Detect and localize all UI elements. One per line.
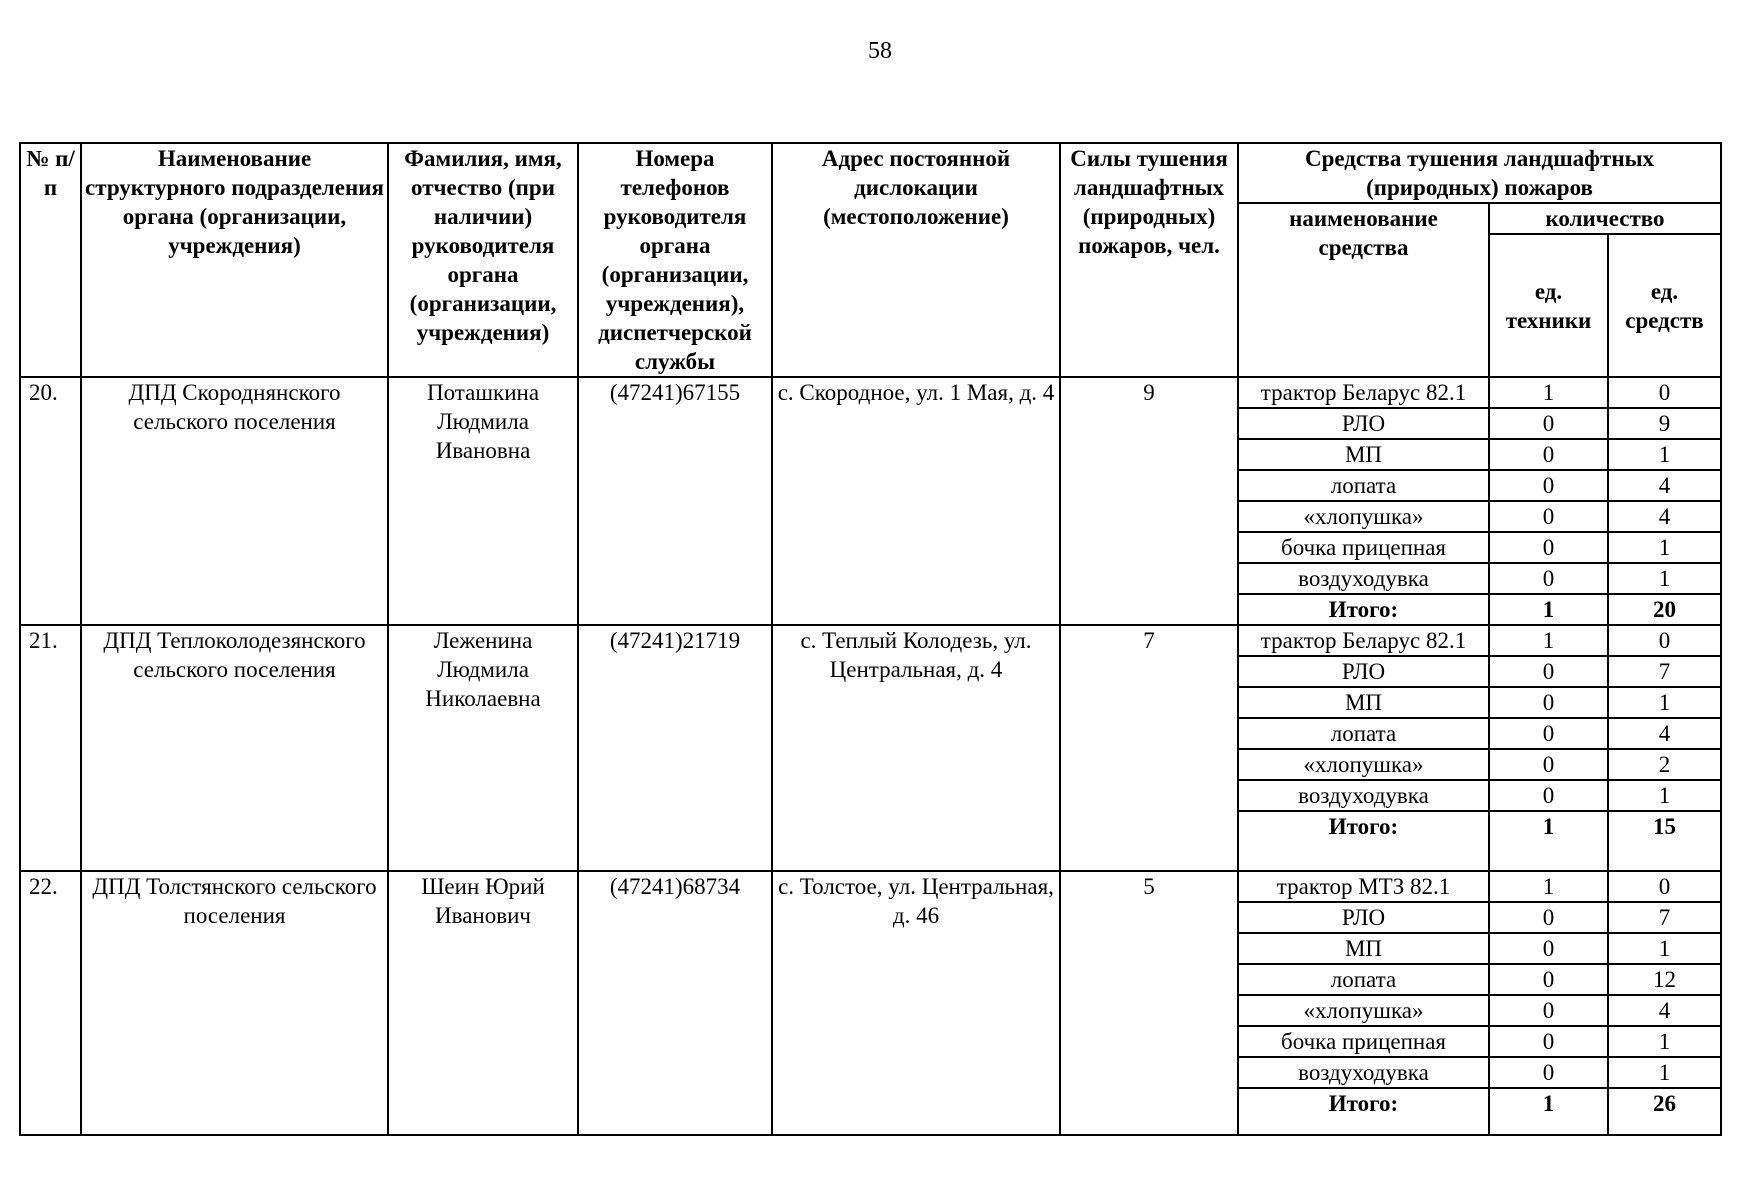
item-means: 7: [1608, 902, 1721, 933]
item-name: РЛО: [1238, 656, 1489, 687]
item-name: трактор Беларус 82.1: [1238, 625, 1489, 656]
item-name: РЛО: [1238, 408, 1489, 439]
item-means: 1: [1608, 1026, 1721, 1057]
record-address: с. Скородное, ул. 1 Мая, д. 4: [772, 377, 1060, 625]
item-name: лопата: [1238, 718, 1489, 749]
item-name: трактор Беларус 82.1: [1238, 377, 1489, 408]
header-unit: Наименование структурного подразделения органа (организации, учреждения): [81, 143, 388, 377]
record-unit: ДПД Теплоколодезянского сельского поселения: [81, 625, 388, 871]
item-vehicles: 0: [1489, 470, 1608, 501]
item-means: 7: [1608, 656, 1721, 687]
record-unit: ДПД Толстянского сельского поселения: [81, 871, 388, 1135]
record-head: Поташкина Людмила Ивановна: [388, 377, 578, 625]
record-address: с. Теплый Колодезь, ул. Центральная, д. 4: [772, 625, 1060, 871]
item-means: 1: [1608, 563, 1721, 594]
item-vehicles: 0: [1489, 749, 1608, 780]
item-means: 4: [1608, 470, 1721, 501]
item-name: «хлопушка»: [1238, 501, 1489, 532]
header-head-name: Фамилия, имя, отчество (при наличии) руководителя органа (организации, учреждения): [388, 143, 578, 377]
item-name: РЛО: [1238, 902, 1489, 933]
total-vehicles: 1: [1489, 594, 1608, 625]
header-means-name: наименование средства: [1238, 203, 1489, 377]
item-name: трактор МТЗ 82.1: [1238, 871, 1489, 902]
record-forces: 7: [1060, 625, 1238, 871]
total-means: 15: [1608, 811, 1721, 871]
header-means: Средства тушения ландшафтных (природных) пожаров: [1238, 143, 1721, 203]
record-phone: (47241)67155: [578, 377, 772, 625]
item-vehicles: 1: [1489, 871, 1608, 902]
record-forces: 5: [1060, 871, 1238, 1135]
item-vehicles: 0: [1489, 933, 1608, 964]
item-name: «хлопушка»: [1238, 749, 1489, 780]
item-vehicles: 0: [1489, 902, 1608, 933]
record-phone: (47241)68734: [578, 871, 772, 1135]
total-vehicles: 1: [1489, 811, 1608, 871]
table-row: [20, 871, 1721, 902]
header-phones: Номера телефонов руководителя органа (организации, учреждения), диспетчерской службы: [578, 143, 772, 377]
total-label: Итого:: [1238, 594, 1489, 625]
total-label: Итого:: [1238, 1088, 1489, 1135]
item-vehicles: 0: [1489, 563, 1608, 594]
header-num: № п/п: [20, 143, 81, 377]
total-vehicles: 1: [1489, 1088, 1608, 1135]
record-head: Леженина Людмила Николаевна: [388, 625, 578, 871]
fire-resources-table: [19, 142, 1722, 1136]
page-number: 58: [868, 38, 892, 64]
item-means: 1: [1608, 439, 1721, 470]
item-means: 4: [1608, 501, 1721, 532]
item-vehicles: 0: [1489, 995, 1608, 1026]
item-means: 2: [1608, 749, 1721, 780]
item-vehicles: 0: [1489, 408, 1608, 439]
item-means: 9: [1608, 408, 1721, 439]
item-name: МП: [1238, 439, 1489, 470]
table-body: [20, 377, 1721, 1135]
item-name: воздуходувка: [1238, 1057, 1489, 1088]
record-num: 20.: [20, 377, 81, 625]
item-vehicles: 0: [1489, 532, 1608, 563]
item-name: воздуходувка: [1238, 563, 1489, 594]
header-address: Адрес постоянной дислокации (местоположение): [772, 143, 1060, 377]
total-means: 26: [1608, 1088, 1721, 1135]
item-means: 0: [1608, 871, 1721, 902]
item-vehicles: 0: [1489, 501, 1608, 532]
item-vehicles: 0: [1489, 1057, 1608, 1088]
item-name: лопата: [1238, 964, 1489, 995]
item-means: 4: [1608, 718, 1721, 749]
item-means: 1: [1608, 780, 1721, 811]
item-name: воздуходувка: [1238, 780, 1489, 811]
item-means: 0: [1608, 377, 1721, 408]
item-means: 12: [1608, 964, 1721, 995]
table-header: [20, 143, 1721, 377]
item-vehicles: 0: [1489, 780, 1608, 811]
item-means: 1: [1608, 532, 1721, 563]
item-means: 1: [1608, 687, 1721, 718]
header-forces: Силы тушения ландшафтных (природных) пожаров, чел.: [1060, 143, 1238, 377]
table-row: [20, 377, 1721, 408]
record-num: 22.: [20, 871, 81, 1135]
item-vehicles: 0: [1489, 687, 1608, 718]
item-vehicles: 1: [1489, 625, 1608, 656]
record-address: с. Толстое, ул. Центральная, д. 46: [772, 871, 1060, 1135]
record-num: 21.: [20, 625, 81, 871]
record-head: Шеин Юрий Иванович: [388, 871, 578, 1135]
item-name: бочка прицепная: [1238, 1026, 1489, 1057]
item-vehicles: 0: [1489, 718, 1608, 749]
item-vehicles: 0: [1489, 439, 1608, 470]
header-qty-vehicles: ед. техники: [1489, 234, 1608, 377]
item-name: «хлопушка»: [1238, 995, 1489, 1026]
item-means: 1: [1608, 1057, 1721, 1088]
header-qty-means: ед. средств: [1608, 234, 1721, 377]
item-vehicles: 1: [1489, 377, 1608, 408]
total-means: 20: [1608, 594, 1721, 625]
item-means: 1: [1608, 933, 1721, 964]
item-vehicles: 0: [1489, 656, 1608, 687]
item-name: лопата: [1238, 470, 1489, 501]
item-vehicles: 0: [1489, 1026, 1608, 1057]
item-means: 0: [1608, 625, 1721, 656]
item-vehicles: 0: [1489, 964, 1608, 995]
item-means: 4: [1608, 995, 1721, 1026]
table-row: [20, 625, 1721, 656]
record-phone: (47241)21719: [578, 625, 772, 871]
record-unit: ДПД Скороднянского сельского поселения: [81, 377, 388, 625]
total-label: Итого:: [1238, 811, 1489, 871]
record-forces: 9: [1060, 377, 1238, 625]
item-name: МП: [1238, 933, 1489, 964]
header-quantity: количество: [1489, 203, 1721, 234]
item-name: бочка прицепная: [1238, 532, 1489, 563]
item-name: МП: [1238, 687, 1489, 718]
